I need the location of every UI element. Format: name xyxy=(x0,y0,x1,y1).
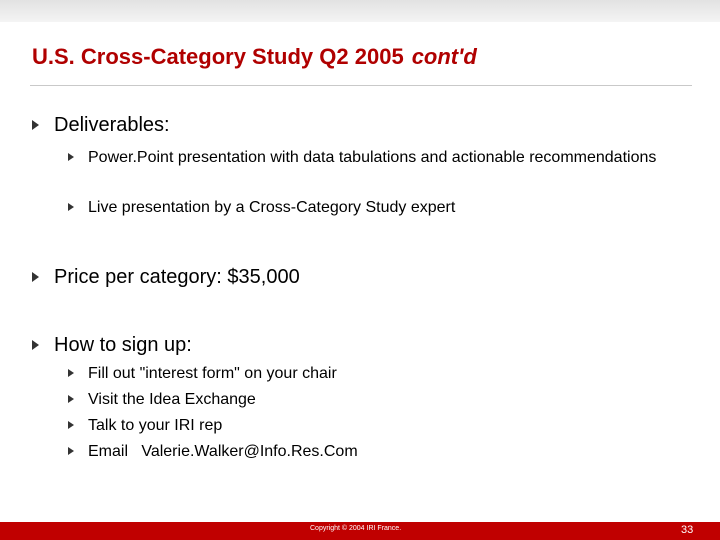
footer-bar xyxy=(0,522,720,540)
sub-bullet xyxy=(68,198,668,218)
sub-bullet xyxy=(68,416,668,436)
page-number: 33 xyxy=(681,524,694,536)
sub-bullet-text: Fill out "interest form" on your chair xyxy=(88,365,337,382)
bullet-deliverables xyxy=(32,113,170,137)
bullet-arrow-icon xyxy=(32,272,39,282)
sub-bullet xyxy=(68,364,668,384)
bullet-arrow-icon xyxy=(68,447,74,455)
sub-bullet xyxy=(68,148,668,168)
title-divider xyxy=(30,85,692,86)
bullet-arrow-icon xyxy=(32,120,39,130)
bullet-arrow-icon xyxy=(68,369,74,377)
sub-bullet-text: Live presentation by a Cross-Category Study expert xyxy=(88,199,456,216)
bullet-arrow-icon xyxy=(68,203,74,211)
bullet-text: Deliverables: xyxy=(54,114,170,136)
bullet-price xyxy=(32,265,300,289)
copyright-text: Copyright © 2004 IRI France. xyxy=(310,525,402,532)
bullet-text: How to sign up: xyxy=(54,334,192,356)
title-suffix: cont'd xyxy=(411,44,477,69)
sub-bullet xyxy=(68,390,668,410)
bullet-arrow-icon xyxy=(68,153,74,161)
slide-title xyxy=(32,44,477,70)
top-band xyxy=(0,0,720,22)
bullet-text: Price per category: $35,000 xyxy=(54,266,300,288)
bullet-sign-up xyxy=(32,333,192,357)
sub-bullet-text: Talk to your IRI rep xyxy=(88,417,223,434)
sub-bullet-text: Visit the Idea Exchange xyxy=(88,391,256,408)
bullet-arrow-icon xyxy=(68,421,74,429)
sub-bullet-text: Power.Point presentation with data tabulations and actionable recommendations xyxy=(88,149,657,166)
sub-bullet xyxy=(68,442,668,462)
sub-bullet-email-text: Email Valerie.Walker@Info.Res.Com xyxy=(88,443,358,460)
bullet-arrow-icon xyxy=(32,340,39,350)
bullet-arrow-icon xyxy=(68,395,74,403)
title-main: U.S. Cross-Category Study Q2 2005 xyxy=(32,44,404,69)
